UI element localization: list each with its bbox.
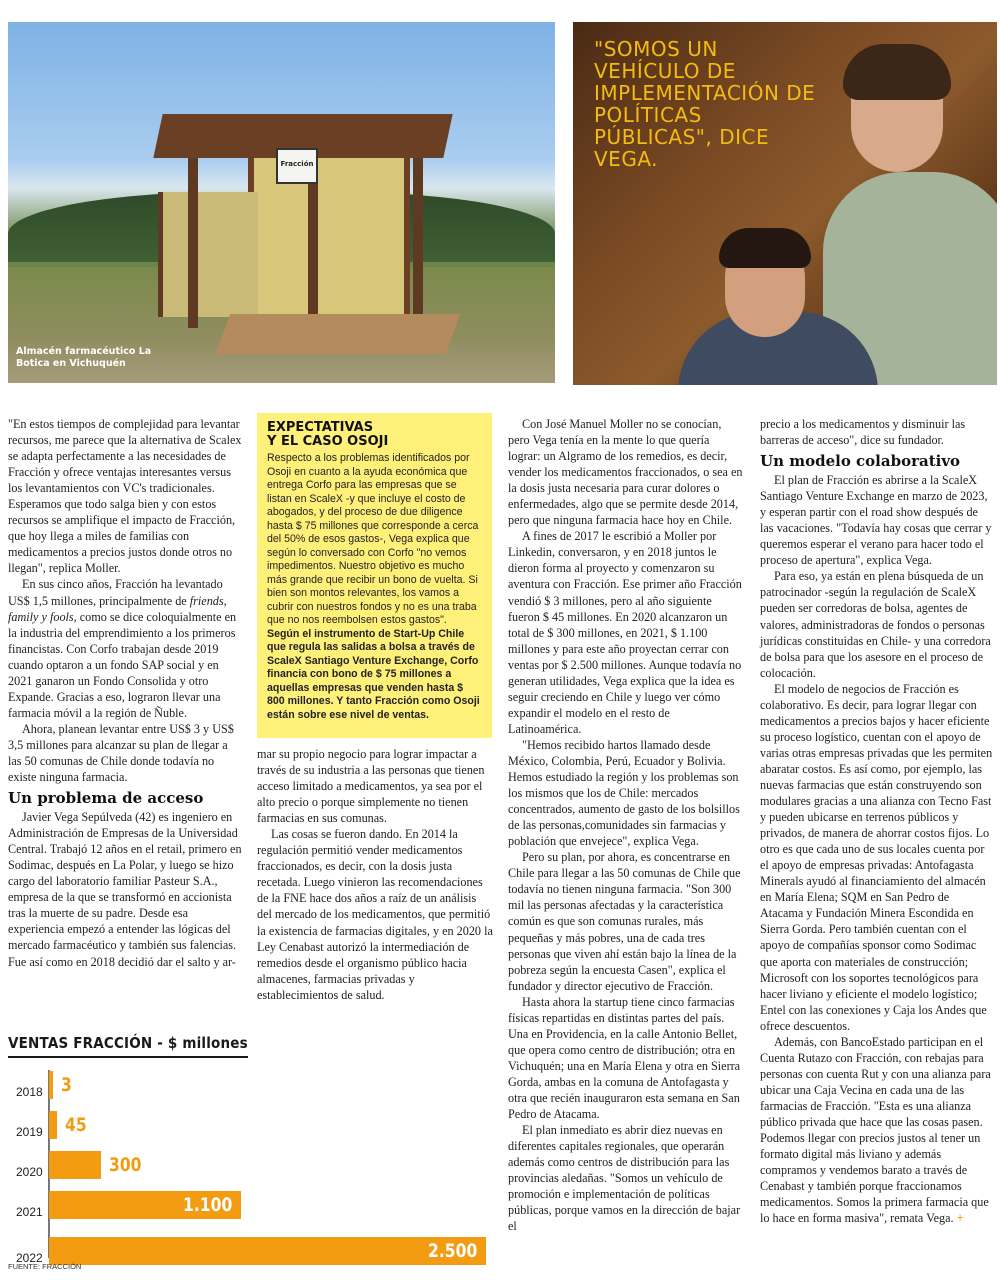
- year-label: 2021: [16, 1205, 43, 1219]
- person-hair: [843, 44, 951, 100]
- paragraph: El plan de Fracción es abrirse a la ScaleX Santiago Venture Exchange en marzo de 2023, y esperan partir con el road show después de las vacaciones. "Todavía hay cosas que cerrar y queremos esperar el verano para hacer todo el proceso de apertura", explica Vega.: [760, 473, 992, 568]
- text-run: En sus cinco años, Fracción ha levantado US$ 1,5 millones, principalmente de: [8, 577, 223, 608]
- pergola-post: [413, 158, 423, 323]
- paragraph: precio a los medicamentos y disminuir las barreras de acceso", dice su fundador.: [760, 417, 966, 448]
- photo-caption: Almacén farmacéutico La Botica en Vichuquén: [16, 346, 152, 369]
- section-heading: Un problema de acceso: [8, 789, 204, 808]
- building-wall: [248, 158, 410, 318]
- bar-2020: [49, 1151, 101, 1179]
- year-label: 2018: [16, 1085, 43, 1099]
- building-front: [158, 192, 258, 317]
- paragraph: Con José Manuel Moller no se conocían, pero Vega tenía en la mente lo que quería lograr: un Algramo de los remedios, es decir, vender los medicamentos fraccionados, o sea en la dosis justa necesaria para curar dolores o enfermedades, algo que se permite desde 2014, pero que ninguna farmacia hace hoy en Chile.: [508, 417, 743, 528]
- paragraph: Para eso, ya están en plena búsqueda de un patrocinador -según la regulación de ScaleX pueden ser corredoras de bolsa, agentes de valores, administradoras de fondos o personas jurídicas constituidas en Chile- y una corredora de bolsa para que los asesore en el proceso de colocación.: [760, 569, 991, 680]
- paragraph: "Hemos recibido hartos llamado desde México, Colombia, Perú, Ecuador y Bolivia. Hemos estudiado la región y los problemas son los mismos que los de Chile: mercados concentrados, aumento de gasto de los bolsillos de las personas,comunidades sin farmacias y población que envejece", explica Vega.: [508, 737, 740, 849]
- deck: [216, 314, 461, 354]
- paragraph: mar su propio negocio para lograr impactar a través de su industria a las personas que tienen acceso limitado a medicamentos, ya sea por el alto precio o porque simplemente no tienen farmacias en sus comunas.: [257, 747, 485, 826]
- bar-value-label: 2.500: [428, 1240, 478, 1262]
- pull-quote: "SOMOS UN VEHÍCULO DE IMPLEMENTACIÓN DE POLÍTICAS PÚBLICAS", DICE VEGA.: [594, 37, 816, 171]
- sidebar-paragraph-bold: Según el instrumento de Start-Up Chile que regula las salidas a bolsa a través de ScaleX Santiago Venture Exchange, Corfo financia con bono de $ 75 millones a aquellas empresas que venden hasta $ 800 millones. Y tanto Fracción como Osoji están sobre ese nivel de ventas.: [267, 627, 480, 721]
- bar-value-label: 3: [61, 1074, 72, 1096]
- paragraph: [760, 1034, 994, 1227]
- paragraph: "En estos tiempos de complejidad para levantar recursos, me parece que la alternativa de Scalex se adapta perfectamente a las necesidades de Fracción y ofrece ventajas interesantes versus los levantamientos con VC's tradicionales. Esperamos que todo salga bien y con estos recursos se amplifique el impacto de Fracción, que hoy llega a miles de familias con medicamentos a precios justos donde otros no llegan", replica Moller.: [8, 417, 242, 576]
- paragraph: El plan inmediato es abrir diez nuevas en diferentes capitales regionales, que operarán además como centros de distribución para las provincias aledañas. "Somos un vehículo de promoción e implementación de políticas públicas, porque vamos en la dirección de bajar el: [508, 1123, 741, 1234]
- bar-value-label: 1.100: [183, 1194, 233, 1216]
- bar-2019: [49, 1111, 57, 1139]
- sidebar-title: [267, 421, 482, 449]
- paragraph: El modelo de negocios de Fracción es colaborativo. Es decir, para lograr llegar con medicamentos a precios bajos y hacer eficiente su proceso logístico, cuentan con el apoyo de varias otras empresas privadas que les permiten abaratar costos. Es así como, por ejemplo, las nuevas farmacias que están construyendo son modulares gracias a una alianza con Tecno Fast y pueden ubicarse en terrenos públicos y privados, de manera de ahorrar costos fijos. Lo otro es que cada uno de sus locales cuenta por el apoyo de empresas privadas: Antofagasta Minerals ayudó al financiamiento del almacén en María Elena; SQM en San Pedro de Atacama y Fundación Minera Escondida en Sierra Gorda. Pero también cuentan con el apoyo de compañías sponsor como Sodimac que aporta con materiales de construcción; Microsoft con los soportes tecnológicos para hacer liviano y eficiente el modelo logístico; Entel con las conexiones y Caja los Andes que ofrece descuentos.: [760, 681, 993, 1033]
- chart-source: FUENTE: FRACCIÓN: [8, 1262, 82, 1271]
- column-2: [257, 746, 493, 1003]
- year-label: 2022: [16, 1251, 43, 1265]
- sidebar-box: [257, 413, 492, 738]
- pergola-post: [308, 158, 318, 333]
- paragraph: A fines de 2017 le escribió a Moller por Linkedin, conversaron, y en 2018 juntos le dieron forma al proyecto y comenzaron su aventura con Fracción. Ese primer año Fracción vendió $ 3 millones, pero al año siguiente fueron $ 45 millones. En 2020 alcanzaron un total de $ 300 millones, en 2021, $ 1.100 millones y para este año proyectan cerrar con ventas por $ 2.500 millones. Aunque todavía no generan utilidades, Vega explica que la idea es seguir creciendo en Chile y luego ver cómo expandir el modelo en el resto de Latinoamérica.: [508, 529, 742, 736]
- fraccion-sign: [276, 148, 318, 184]
- paragraph: Pero su plan, por ahora, es concentrarse en Chile para llegar a las 50 comunas de Chile que todavía no tienen ninguna farmacia. "Son 300 mil las personas afectadas y la característica común es que son comunas rurales, más pequeñas y más pobres, una de cada tres personas que viven ahí están bajo la línea de la pobreza según la encuesta Casen", explica el fundador y director ejecutivo de Fracción.: [508, 850, 741, 993]
- end-mark: +: [956, 1211, 964, 1226]
- bar-2018: [49, 1071, 53, 1099]
- pergola-post: [188, 158, 198, 328]
- paragraph: [8, 576, 244, 720]
- chart-title: VENTAS FRACCIÓN - $ millones: [8, 1034, 248, 1052]
- column-4: [760, 416, 994, 1226]
- column-1: [8, 416, 244, 970]
- sidebar-title-line: Y EL CASO OSOJI: [267, 434, 389, 449]
- sidebar-content: [267, 421, 482, 722]
- paragraph: Las cosas se fueron dando. En 2014 la regulación permitió vender medicamentos fraccionados, es decir, con la dosis justa recetada. Luego vinieron las recomendaciones de la FNE hace dos años a raíz de un análisis del mercado de los medicamentos, que permitió la existencia de farmacias digitales, y en 2020 la Ley Cenabast autorizó la intermediación de remedios desde el organismo público hacia almacenes, farmacias privadas y establecimientos de salud.: [257, 827, 493, 1002]
- sidebar-title-line: EXPECTATIVAS: [267, 420, 374, 435]
- italic-text: friends, family y fools: [8, 593, 227, 624]
- sidebar-paragraph: Respecto a los problemas identificados por Osoji en cuanto a la ayuda económica que entrega Corfo para las empresas que se listan en ScaleX -y que incluye el costo de abogados, y del proceso de due diligence hasta $ 75 millones que corresponde a cerca del 50% de esos gastos-, Vega explica que según lo conversado con Corfo "no vemos impedimentos. Nuestro objetivo es mucho más grande que recibir un bono de vuelta. Si bien son montos relevantes, los vamos a cubrir con nuestros fondos y no es una traba que no nos reembolsen estos gastos".: [267, 452, 479, 626]
- section-heading: Un modelo colaborativo: [760, 452, 961, 471]
- year-label: 2019: [16, 1125, 43, 1139]
- photo-almacen: [8, 22, 555, 383]
- bar-value-label: 300: [109, 1154, 142, 1176]
- text-run: Además, con BancoEstado participan en el Cuenta Rutazo con Fracción, con rebajas para personas con cuenta Rut y con una alianza para ubicar una Caja Vecina en cada una de las farmacias de Fracción. "Esta es una alianza público privada que hace que las cosas pasen. Podemos llegar con precios justos al tener un formato digital más liviano y además compramos y vendemos barato a través de Cenabast y también porque fraccionamos medicamentos. Somos la primera farmacia que lo hace en forma masiva", remata Vega.: [760, 1034, 991, 1226]
- paragraph: Javier Vega Sepúlveda (42) es ingeniero en Administración de Empresas de la Universidad Central. Trabajó 12 años en el retail, primero en Sodimac, después en La Polar, y luego se hizo cargo del laboratorio familiar Pasteur S.A., empresa de la que se transformó en accionista tras la muerte de su padre. Desde esa experiencia empezó a entender las lógicas del mercado farmacéutico y también sus falencias. Fue así como en 2018 decidió dar el salto y ar-: [8, 810, 242, 969]
- sign-text: Fracción: [280, 160, 314, 168]
- bar-2022: [49, 1237, 486, 1265]
- chart-title-rule: [8, 1056, 248, 1058]
- year-label: 2020: [16, 1165, 43, 1179]
- paragraph: Hasta ahora la startup tiene cinco farmacias físicas repartidas en distintas partes del país. Una en Providencia, en la calle Antonio Bellet, que opera como centro de distribución; otra en Vichuquén; una en María Elena y otra en Sierra Gorda, ambas en la comuna de Antofagasta y otra que recién inauguraron esta semana en San Pedro de Atacama.: [508, 994, 741, 1122]
- bar-value-label: 45: [65, 1114, 87, 1136]
- column-3: [508, 416, 744, 1234]
- person-hair: [719, 228, 811, 268]
- paragraph: Ahora, planean levantar entre US$ 3 y US$ 3,5 millones para alcanzar su plan de llegar a las 50 comunas de Chile donde todavía no existe ninguna farmacia.: [8, 721, 234, 785]
- text-run: , como se dice coloquialmente en la industria del emprendimiento a los primeros financistas. Con Corfo trabajan desde 2019 cuando optaron a un fondo SAP social y en 2021 ganaron un Fondo Consolida y otro Expande. Gracias a eso, lograron llevar una farmacia móvil a la región de Ñuble.: [8, 609, 237, 720]
